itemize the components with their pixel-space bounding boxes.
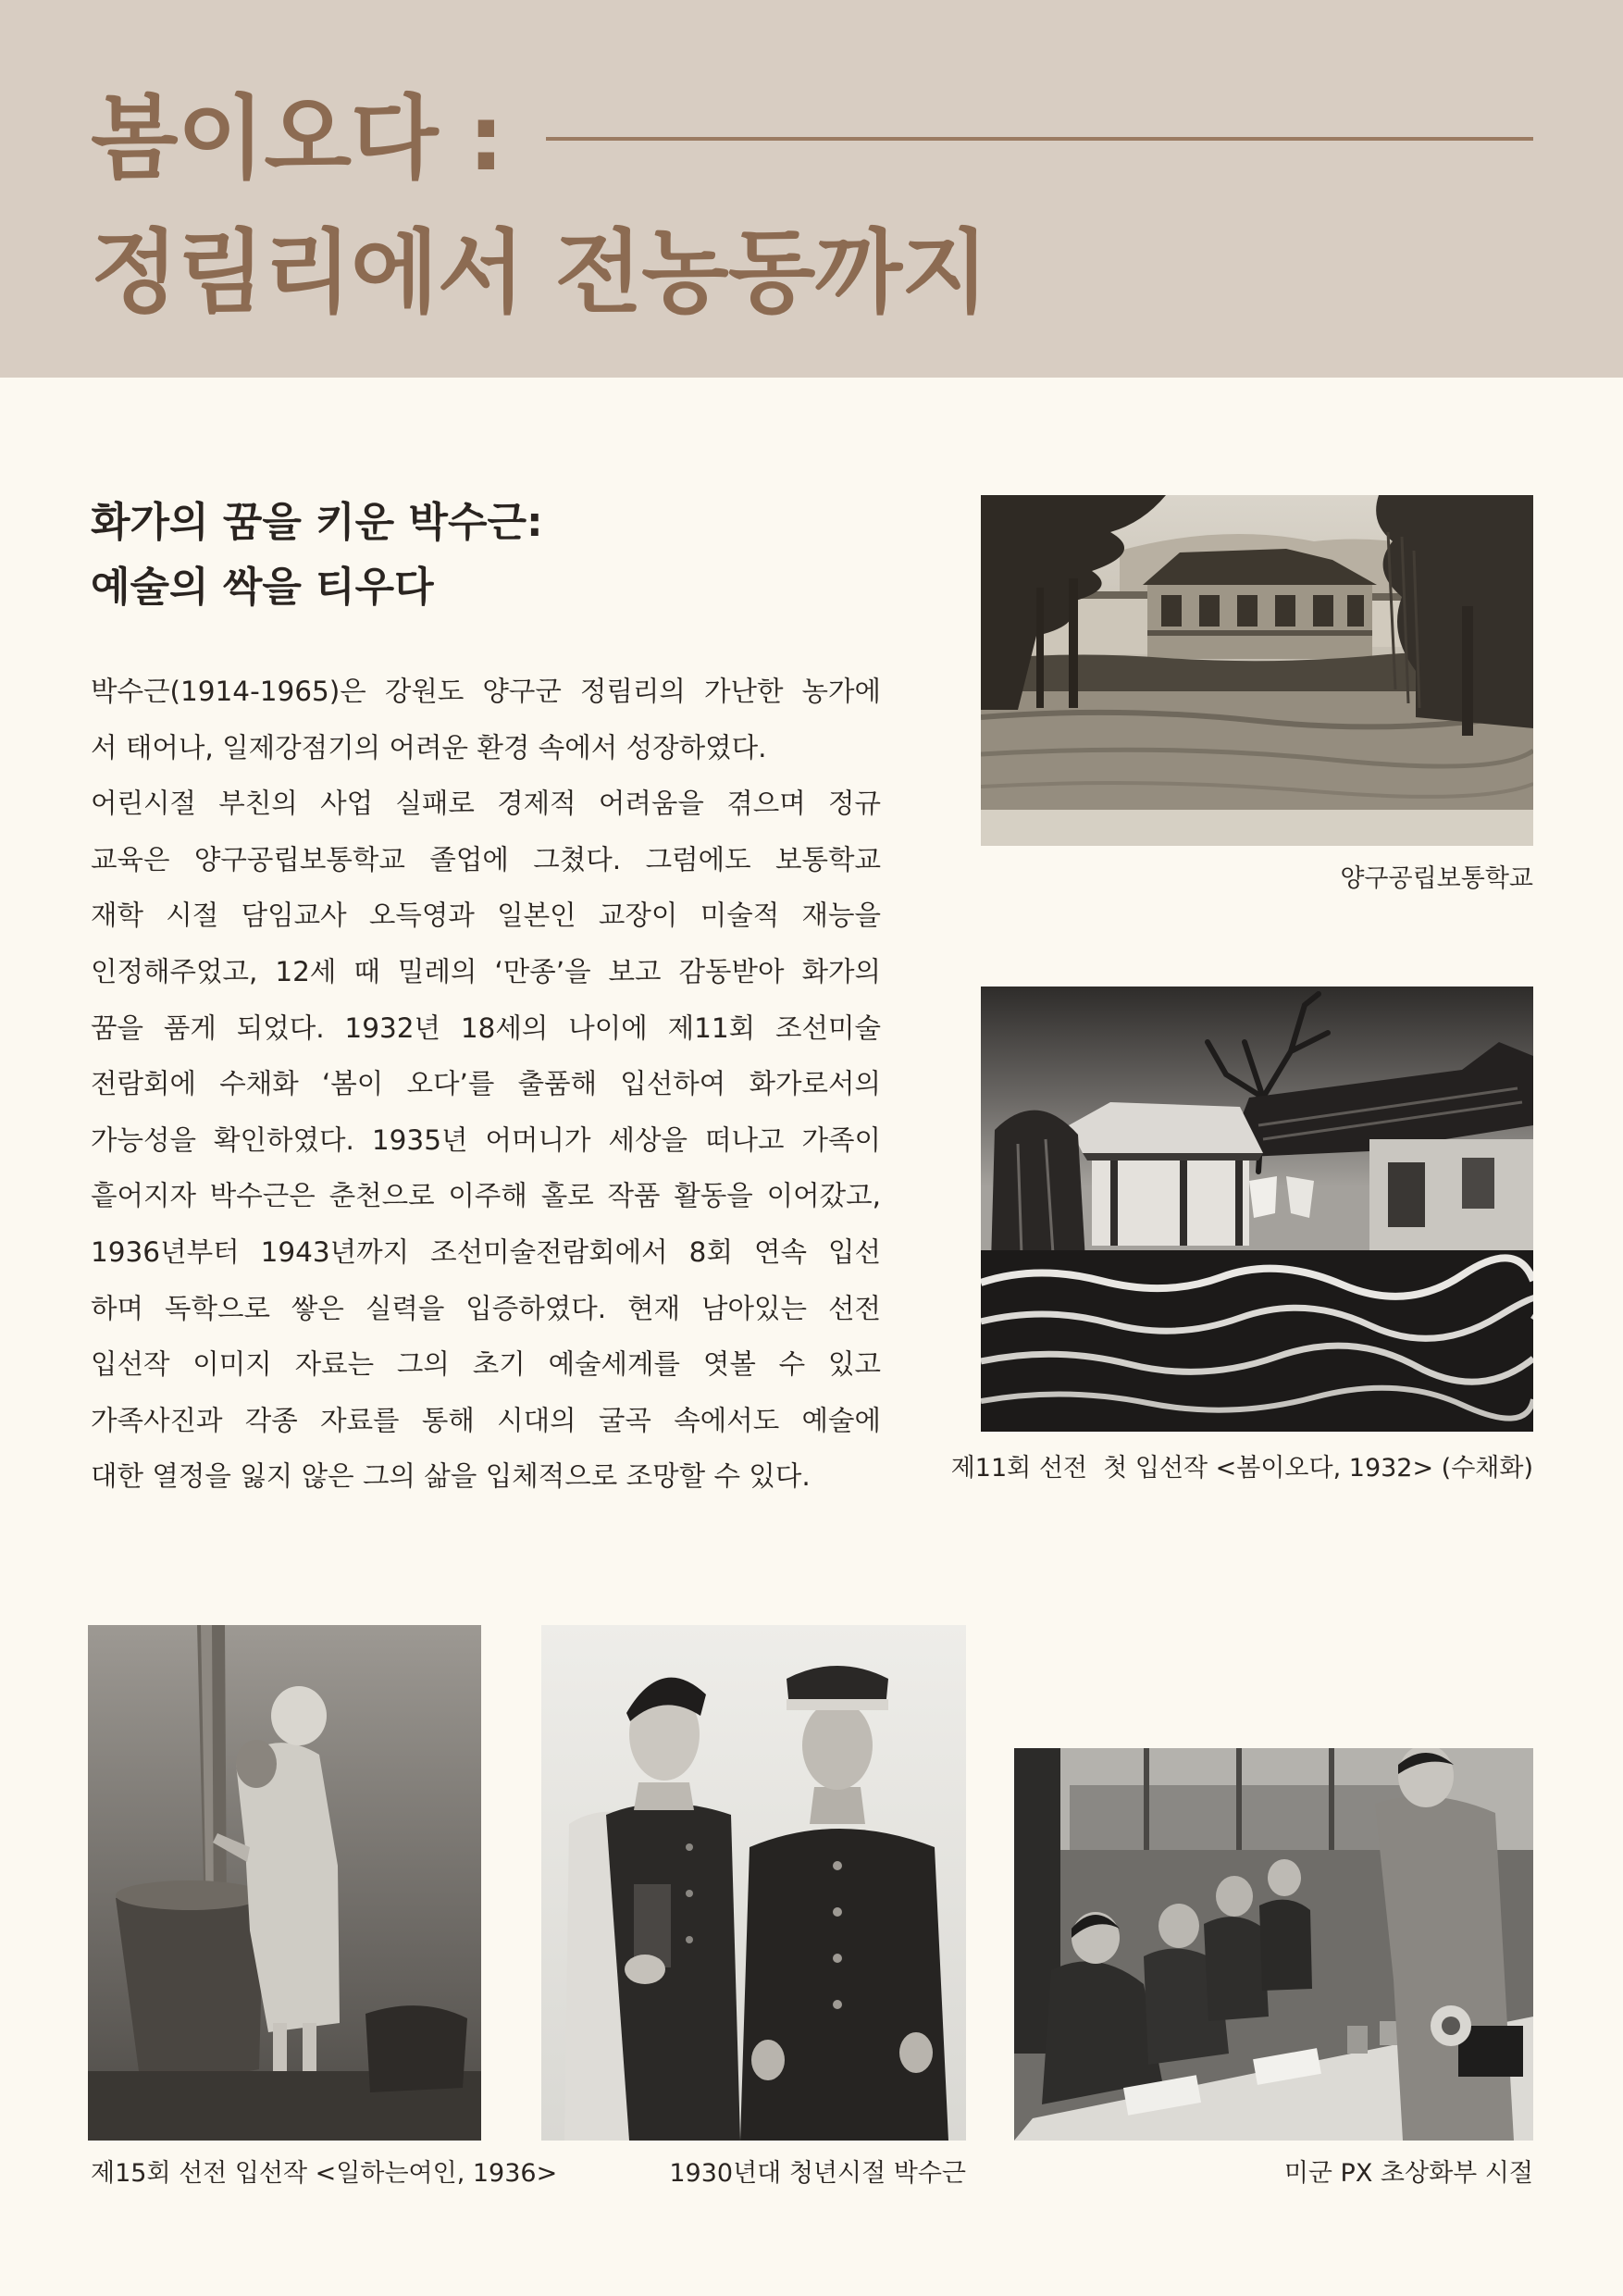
body-text: [91, 664, 881, 1505]
yanggu-school-photo: [981, 495, 1533, 846]
figure-working-woman: [88, 1625, 481, 2141]
caption-spring-comes: 제11회 선전 첫 입선작 <봄이오다, 1932> (수채화): [950, 1454, 1533, 1483]
px-portrait-studio-photo: [1014, 1748, 1533, 2141]
body-line: 가능성을 확인하였다. 1935년 어머니가 세상을 떠나고 가족이: [91, 1123, 881, 1156]
paragraph: [91, 664, 881, 776]
snowy-foreground: [981, 1250, 1533, 1432]
caption-px-studio: 미군 PX 초상화부 시절: [1283, 2159, 1533, 2188]
body-line: 전람회에 수채화 ‘봄이 오다’를 출품해 입선하여 화가로서의: [91, 1068, 881, 1100]
figure-spring-comes: [981, 987, 1533, 1432]
body-line: 흩어지자 박수근은 춘천으로 이주해 홀로 작품 활동을 이어갔고,: [91, 1180, 881, 1212]
mortar: [116, 1880, 264, 2077]
figure-youth-photo: [541, 1625, 966, 2141]
section-heading-line-2: 예술의 싹을 티우다: [91, 564, 434, 611]
caption-youth-photo: 1930년대 청년시절 박수근: [669, 2159, 966, 2188]
figure-px-studio: [1014, 1748, 1533, 2141]
title-rule: [546, 137, 1533, 141]
body-line: 서 태어나, 일제강점기의 어려운 환경 속에서 성장하였다.: [91, 731, 767, 763]
figure-yanggu-school: [981, 495, 1533, 846]
youth-portrait-photo: [541, 1625, 966, 2141]
caption-yanggu-school: 양구공립보통학교: [1340, 864, 1533, 893]
working-woman-painting: [88, 1625, 481, 2141]
paragraph: [91, 776, 881, 1505]
body-line: 박수근(1914-1965)은 강원도 양구군 정림리의 가난한 농가에: [91, 676, 881, 707]
section-heading-line-1: 화가의 꿈을 키운 박수근:: [91, 499, 543, 546]
body-line: 하며 독학으로 쌓은 실력을 입증하였다. 현재 남아있는 선전: [91, 1292, 881, 1324]
body-line: 교육은 양구공립보통학교 졸업에 그쳤다. 그럼에도 보통학교: [91, 843, 881, 875]
page-title: [91, 72, 988, 341]
section-heading: [91, 490, 543, 620]
body-line: 대한 열정을 잃지 않은 그의 삶을 입체적으로 조망할 수 있다.: [91, 1460, 811, 1493]
title-line-2: 정림리에서 전농동까지: [91, 220, 988, 326]
postcard-caption-strip: [981, 810, 1533, 846]
header-band: [0, 0, 1623, 378]
right-house-wall: [1369, 1139, 1533, 1264]
body-line: 꿈을 품게 되었다. 1932년 18세의 나이에 제11회 조선미술: [91, 1011, 881, 1044]
body-line: 인정해주었고, 12세 때 밀레의 ‘만종’을 보고 감동받아 화가의: [91, 955, 881, 987]
caption-working-woman: 제15회 선전 입선작 <일하는여인, 1936>: [91, 2159, 558, 2188]
body-line: 입선작 이미지 자료는 그의 초기 예술세계를 엿볼 수 있고: [91, 1348, 881, 1381]
body-line: 어린시절 부친의 사업 실패로 경제적 어려움을 겪으며 정규: [91, 788, 881, 820]
body-line: 재학 시절 담임교사 오득영과 일본인 교장이 미술적 재능을: [91, 900, 881, 932]
spring-comes-painting: [981, 987, 1533, 1432]
title-line-1: 봄이오다 :: [91, 86, 503, 192]
body-line: 가족사진과 각종 자료를 통해 시대의 굴곡 속에서도 예술에: [91, 1404, 881, 1436]
body-line: 1936년부터 1943년까지 조선미술전람회에서 8회 연속 입선: [91, 1235, 881, 1268]
small-house-left: [1069, 1102, 1263, 1246]
